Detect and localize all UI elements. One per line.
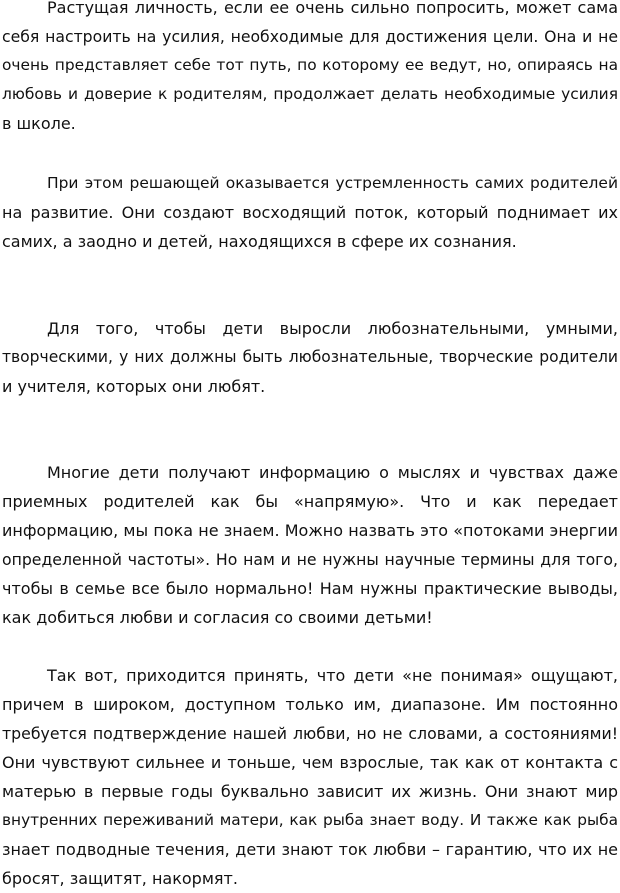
text-line: на развитие. Они создают восходящий поток, который поднимает их [2, 203, 618, 222]
text-line: знает подводные течения, дети знают ток любви – гарантию, что их не [2, 840, 618, 859]
text-line: определенной частоты». Но нам и не нужны научные термины для того, [2, 550, 618, 569]
paragraph-4 [2, 458, 618, 632]
text-line: бросят, защитят, накормят. [2, 869, 238, 888]
text-line: При этом решающей оказывается устремленность самих родителей [47, 174, 618, 192]
text-line: творческими, у них должны быть любознательные, творческие родители [2, 348, 618, 366]
text-line: очень представляет себе тот путь, по которому ее ведут, но, опираясь на [2, 56, 618, 74]
text-line: матерью в первые годы буквально зависит их жизнь. Они знают мир [2, 782, 618, 801]
text-line: внутренних переживаний матери, как рыба знает воду. И также как рыба [2, 811, 618, 829]
text-line: любовь и доверие к родителям, продолжает делать необходимые усилия [2, 85, 618, 103]
text-line: себя настроить на усилия, необходимые для достижения цели. Она и не [2, 27, 618, 46]
paragraph-1 [2, 0, 618, 138]
text-line: в школе. [2, 114, 76, 133]
text-line: Растущая личность, если ее очень сильно попросить, может сама [47, 0, 618, 17]
text-line: Они чувствуют сильнее и тоньше, чем взрослые, так как от контакта с [2, 753, 618, 772]
paragraph-3 [2, 314, 618, 401]
text-line: чтобы в семье все было нормально! Нам нужны практические выводы, [2, 579, 618, 598]
text-line: и учителя, которых они любят. [2, 377, 266, 396]
paragraph-2 [2, 169, 618, 256]
paragraph-5 [2, 661, 618, 893]
text-line: приемных родителей как бы «напрямую». Что и как передает [2, 492, 618, 511]
text-line: требуется подтверждение нашей любви, но не словами, а состояниями! [2, 724, 618, 743]
text-line: как добиться любви и согласия со своими детьми! [2, 608, 433, 627]
text-line: Многие дети получают информацию о мыслях и чувствах даже [47, 463, 618, 482]
text-line: информацию, мы пока не знаем. Можно назвать это «потоками энергии [2, 521, 618, 540]
text-line: самих, а заодно и детей, находящихся в сфере их сознания. [2, 232, 517, 251]
text-line: Для того, чтобы дети выросли любознательными, умными, [47, 319, 618, 338]
text-line: причем в широком, доступном только им, диапазоне. Им постоянно [2, 695, 618, 714]
text-line: Так вот, приходится принять, что дети «не понимая» ощущают, [47, 666, 618, 685]
